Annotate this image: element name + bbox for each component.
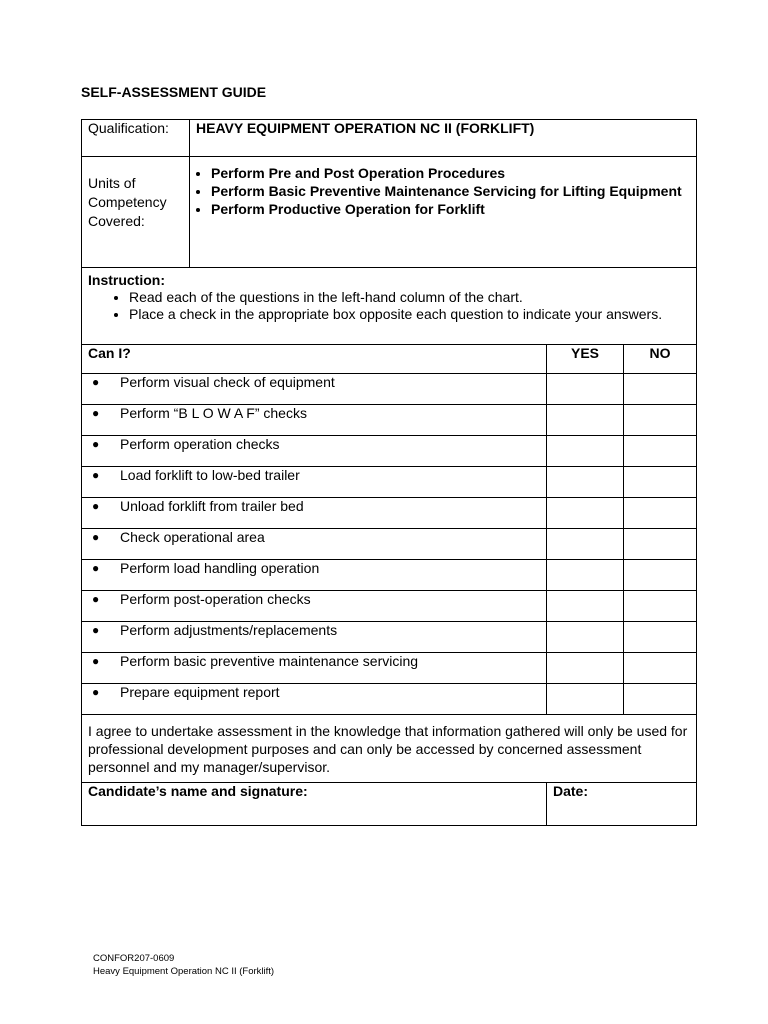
no-checkbox[interactable]	[624, 684, 697, 715]
table-row	[82, 498, 697, 529]
qualification-value: HEAVY EQUIPMENT OPERATION NC II (FORKLIFT)	[190, 120, 697, 157]
yes-checkbox[interactable]	[547, 591, 624, 622]
no-checkbox[interactable]	[624, 405, 697, 436]
units-list	[196, 165, 690, 218]
bullet-icon: ●	[92, 530, 100, 544]
question-text: Perform post-operation checks	[120, 591, 311, 607]
question-text: Perform basic preventive maintenance servicing	[120, 653, 419, 669]
date-field[interactable]: Date:	[547, 783, 697, 826]
no-header: NO	[624, 345, 697, 374]
table-header-row	[82, 345, 697, 374]
question-text: Prepare equipment report	[120, 684, 280, 700]
qualification-row	[82, 120, 697, 157]
table-row	[82, 684, 697, 715]
table-row	[82, 591, 697, 622]
yes-checkbox[interactable]	[547, 436, 624, 467]
instruction-item: • Read each of the questions in the left-hand column of the chart.	[129, 289, 690, 306]
no-checkbox[interactable]	[624, 653, 697, 684]
table-row	[82, 374, 697, 405]
bullet-icon: ●	[92, 561, 100, 575]
footer-code: CONFOR207-0609	[93, 953, 175, 964]
no-checkbox[interactable]	[624, 436, 697, 467]
yes-header: YES	[547, 345, 624, 374]
question-text: Check operational area	[120, 529, 265, 545]
table-row	[82, 467, 697, 498]
bullet-icon: ●	[92, 623, 100, 637]
yes-checkbox[interactable]	[547, 622, 624, 653]
yes-checkbox[interactable]	[547, 405, 624, 436]
yes-checkbox[interactable]	[547, 684, 624, 715]
bullet-icon: ●	[92, 437, 100, 451]
table-row	[82, 622, 697, 653]
question-text: Perform visual check of equipment	[120, 374, 335, 390]
yes-checkbox[interactable]	[547, 374, 624, 405]
units-label: Units of Competency Covered:	[82, 157, 190, 268]
unit-item: • Perform Pre and Post Operation Procedures	[211, 165, 690, 182]
yes-checkbox[interactable]	[547, 529, 624, 560]
instruction-list	[88, 289, 690, 323]
instruction-row	[82, 268, 697, 345]
self-assessment-table	[81, 119, 697, 826]
signature-field[interactable]: Candidate’s name and signature:	[82, 783, 547, 826]
instruction-item: • Place a check in the appropriate box opposite each question to indicate your answers.	[129, 306, 690, 323]
units-row	[82, 157, 697, 268]
bullet-icon: ●	[92, 375, 100, 389]
page-title: SELF-ASSESSMENT GUIDE	[81, 84, 267, 100]
qualification-label: Qualification:	[82, 120, 190, 157]
unit-item: • Perform Basic Preventive Maintenance Servicing for Lifting Equipment	[211, 183, 690, 200]
yes-checkbox[interactable]	[547, 467, 624, 498]
no-checkbox[interactable]	[624, 498, 697, 529]
no-checkbox[interactable]	[624, 467, 697, 498]
no-checkbox[interactable]	[624, 560, 697, 591]
footer	[93, 952, 274, 978]
table-row	[82, 436, 697, 467]
no-checkbox[interactable]	[624, 622, 697, 653]
question-text: Perform load handling operation	[120, 560, 320, 576]
bullet-icon: ●	[92, 406, 100, 420]
no-checkbox[interactable]	[624, 374, 697, 405]
bullet-icon: ●	[92, 654, 100, 668]
instruction-title: Instruction:	[88, 272, 165, 288]
yes-checkbox[interactable]	[547, 653, 624, 684]
units-cell	[190, 157, 697, 268]
yes-checkbox[interactable]	[547, 560, 624, 591]
bullet-icon: ●	[92, 468, 100, 482]
bullet-icon: ●	[92, 499, 100, 513]
table-row	[82, 653, 697, 684]
can-i-header: Can I?	[82, 345, 547, 374]
signature-row	[82, 783, 697, 826]
table-row	[82, 405, 697, 436]
table-row	[82, 529, 697, 560]
no-checkbox[interactable]	[624, 591, 697, 622]
question-text: Unload forklift from trailer bed	[120, 498, 304, 514]
question-text: Perform operation checks	[120, 436, 280, 452]
yes-checkbox[interactable]	[547, 498, 624, 529]
bullet-icon: ●	[92, 592, 100, 606]
instruction-cell	[82, 268, 697, 345]
no-checkbox[interactable]	[624, 529, 697, 560]
table-row	[82, 560, 697, 591]
agreement-row	[82, 715, 697, 783]
question-text: Perform “B L O W A F” checks	[120, 405, 307, 421]
unit-item: • Perform Productive Operation for Forklift	[211, 201, 690, 218]
footer-name: Heavy Equipment Operation NC II (Forklift)	[93, 966, 275, 977]
bullet-icon: ●	[92, 685, 100, 699]
agreement-text: I agree to undertake assessment in the knowledge that information gathered will only be used for professional development purposes and can only be accessed by concerned assessment personnel and my manager/supervisor.	[88, 723, 688, 775]
question-text: Perform adjustments/replacements	[120, 622, 338, 638]
question-text: Load forklift to low-bed trailer	[120, 467, 300, 483]
